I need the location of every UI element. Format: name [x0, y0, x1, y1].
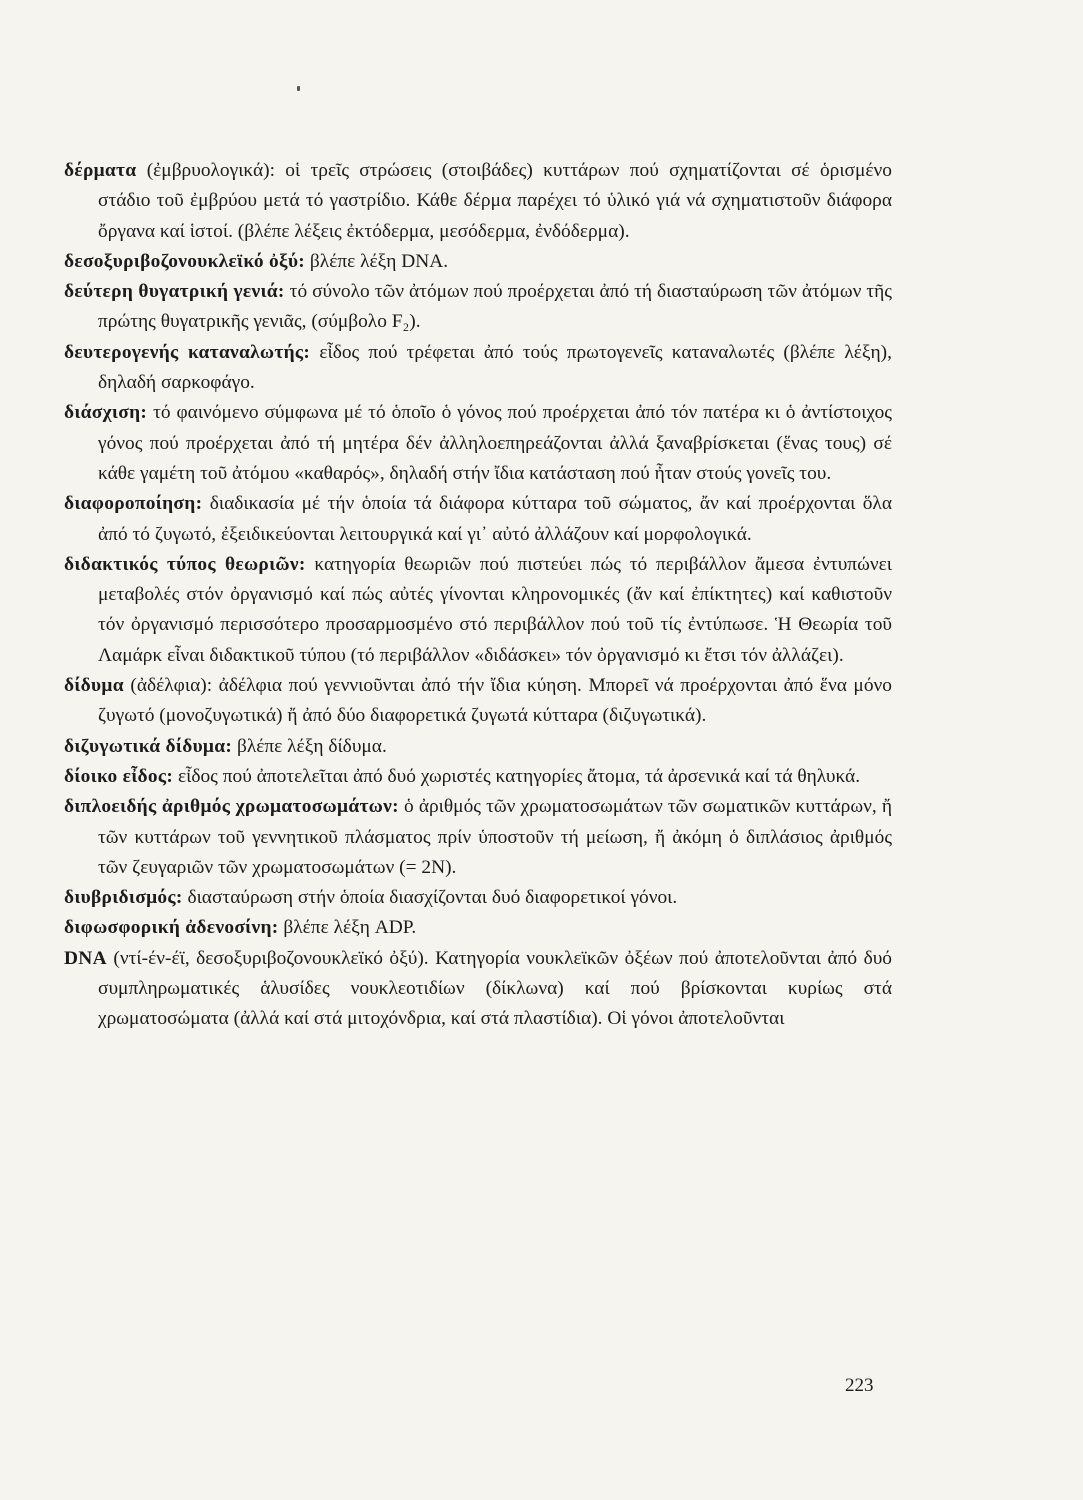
- entry-definition: βλέπε λέξη DNA.: [305, 250, 449, 272]
- glossary-entry: [64, 762, 892, 792]
- glossary-entry: [64, 792, 892, 883]
- entry-term: δευτερογενής καταναλωτής:: [64, 341, 311, 363]
- glossary-entry: [64, 489, 892, 550]
- glossary-entry: [64, 156, 892, 247]
- entry-term: DNA: [64, 947, 107, 969]
- glossary-entry: [64, 247, 892, 277]
- entry-definition: τό σύνολο τῶν ἀτόμων πού προέρχεται ἀπό τή διασταύρωση τῶν ἀτόμων τῆς πρώτης θυγατρικῆς γενιᾶς, (σύμβολο F₂).: [98, 281, 892, 333]
- glossary-entry: [64, 398, 892, 489]
- entry-definition: (ἐμβρυολογικά): οἱ τρεῖς στρώσεις (στοιβάδες) κυττάρων πού σχηματίζονται σέ ὁρισμένο στάδιο τοῦ ἐμβρύου μετά τό γαστρίδιο. Κάθε δέρμα παρέχει τό ὑλικό γιά νά σχηματιστοῦν διάφορα ὄργανα καί ἱστοί. (βλέπε λέξεις ἐκτόδερμα, μεσόδερμα, ἐνδόδερμα).: [98, 160, 892, 242]
- entry-term: δίδυμα: [64, 675, 124, 697]
- entry-term: δέρματα: [64, 160, 137, 181]
- entry-definition: (ἀδέλφια): ἀδέλφια πού γεννιοῦνται ἀπό τήν ἴδια κύηση. Μπορεῖ νά προέρχονται ἀπό ἕνα μόνο ζυγωτό (μονοζυγωτικά) ἤ ἀπό δύο διαφορετικά ζυγωτά κύτταρα (διζυγωτικά).: [98, 675, 892, 727]
- entry-definition: κατηγορία θεωριῶν πού πιστεύει πώς τό περιβάλλον ἄμεσα ἐντυπώνει μεταβολές στόν ὀργανισμό καί πώς αὐτές γίνονται κληρονομικές (ἄν καί ἐπίκτητες) καί καθιστοῦν τόν ὀργανισμό περισσότερο προσαρμοσμένο στό περιβάλλον πού τοῦ τίς ἐντύπωσε. Ἡ Θεωρία τοῦ Λαμάρκ εἶναι διδακτικοῦ τύπου (τό περιβάλλον «διδάσκει» τόν ὀργανισμό κι ἔτσι τόν ἀλλάζει).: [98, 553, 892, 666]
- entry-term: δεύτερη θυγατρική γενιά:: [64, 281, 285, 303]
- entry-definition: βλέπε λέξη δίδυμα.: [232, 735, 387, 757]
- print-speck: [297, 86, 300, 91]
- entry-term: δεσοξυριβοζονουκλεϊκό ὀξύ:: [64, 250, 306, 272]
- entry-definition: τό φαινόμενο σύμφωνα μέ τό ὁποῖο ὁ γόνος πού προέρχεται ἀπό τόν πατέρα κι ὁ ἀντίστοιχος γόνος πού προέρχεται ἀπό τή μητέρα δέν ἀλληλοεπηρεάζονται ἀλλά ξαναβρίσκεται (ἕνας τους) σέ κάθε γαμέτη τοῦ ἀτόμου «καθαρός», δηλαδή στήν ἴδια κατάσταση πού ἦταν στούς γονεῖς του.: [98, 402, 892, 484]
- entry-term: διαφοροποίηση:: [64, 493, 203, 515]
- entry-term: διδακτικός τύπος θεωριῶν:: [64, 553, 306, 575]
- glossary-entry: [64, 913, 892, 943]
- entry-definition: εἶδος πού ἀποτελεῖται ἀπό δυό χωριστές κατηγορίες ἄτομα, τά ἀρσενικά καί τά θηλυκά.: [173, 765, 861, 787]
- entry-definition: (ντί-έν-έϊ, δεσοξυριβοζονουκλεϊκό ὀξύ). Κατηγορία νουκλεϊκῶν ὀξέων πού ἀποτελοῦνται ἀπό δυό συμπληρωματικές ἁλυσίδες νουκλεοτιδίων (δίκλωνα) καί πού βρίσκονται κυρίως στά χρωματοσώματα (ἀλλά καί στά μιτοχόνδρια, καί στά πλαστίδια). Οἱ γόνοι ἀποτελοῦνται: [98, 947, 892, 1030]
- glossary-entry: [64, 550, 892, 671]
- glossary-entry: [64, 671, 892, 732]
- entry-definition: διασταύρωση στήν ὁποία διασχίζονται δυό διαφορετικοί γόνοι.: [182, 887, 678, 909]
- glossary-entry: [64, 338, 892, 399]
- glossary-page: [64, 156, 892, 1035]
- glossary-entry: [64, 732, 892, 762]
- entry-definition: βλέπε λέξη ADP.: [278, 917, 417, 939]
- entry-term: δίοικο εἶδος:: [64, 765, 174, 787]
- page-number: 223: [845, 1375, 874, 1396]
- entry-term: διζυγωτικά δίδυμα:: [64, 735, 233, 757]
- entry-term: διάσχιση:: [64, 402, 148, 424]
- entry-term: διφωσφορική ἀδενοσίνη:: [64, 917, 279, 939]
- entry-definition: διαδικασία μέ τήν ὁποία τά διάφορα κύτταρα τοῦ σώματος, ἄν καί προέρχονται ὅλα ἀπό τό ζυγωτό, ἐξειδικεύονται λειτουργικά καί γι᾽ αὐτό ἀλλάζουν καί μορφολογικά.: [98, 493, 892, 545]
- entry-term: διυβριδισμός:: [64, 887, 183, 909]
- entry-definition: ὁ ἀριθμός τῶν χρωματοσωμάτων τῶν σωματικῶν κυττάρων, ἤ τῶν κυττάρων τοῦ γεννητικοῦ πλάσματος πρίν ὑποστοῦν τή μείωση, ἤ ἀκόμη ὁ διπλάσιος ἀριθμός τῶν ζευγαριῶν τῶν χρωματοσωμάτων (= 2N).: [98, 796, 892, 878]
- entry-definition: εἶδος πού τρέφεται ἀπό τούς πρωτογενεῖς καταναλωτές (βλέπε λέξη), δηλαδή σαρκοφάγο.: [98, 341, 892, 394]
- glossary-entry: [64, 883, 892, 913]
- glossary-entry: [64, 277, 892, 338]
- glossary-entry: [64, 944, 892, 1035]
- entry-term: διπλοειδής ἀριθμός χρωματοσωμάτων:: [64, 796, 399, 818]
